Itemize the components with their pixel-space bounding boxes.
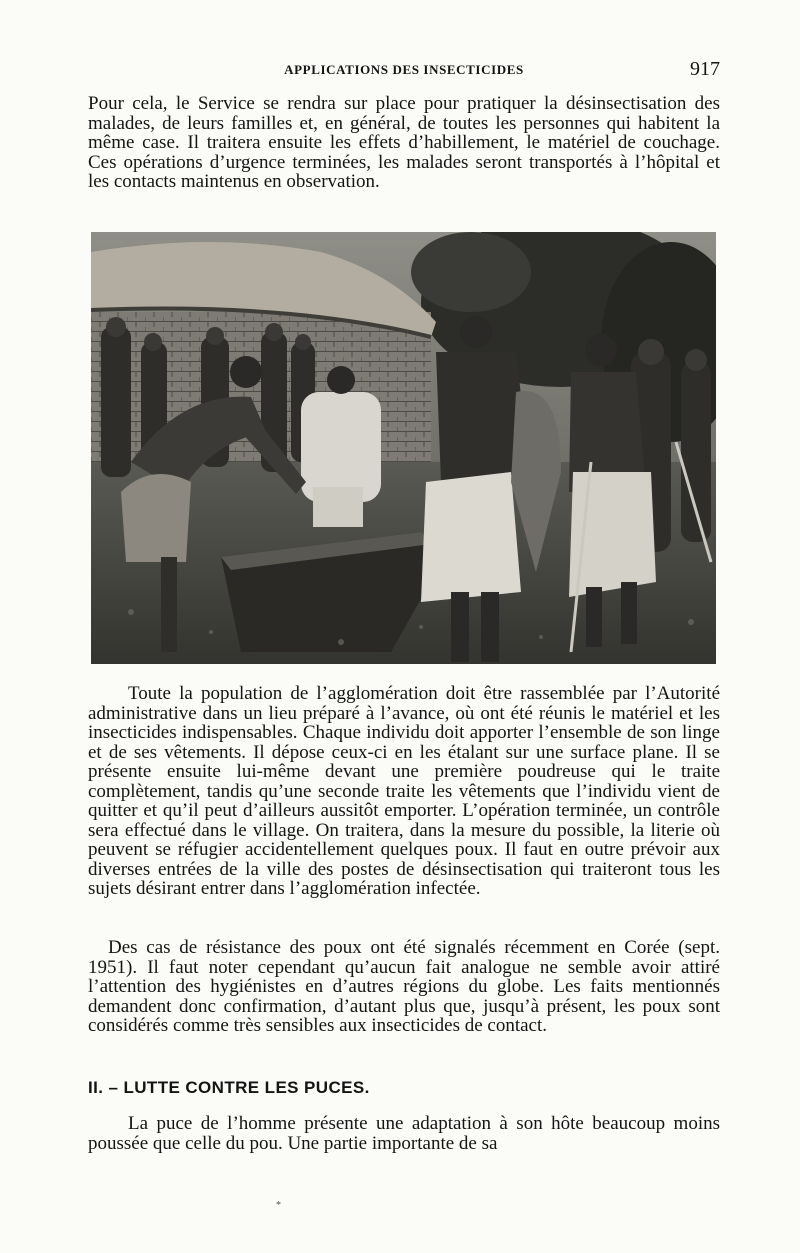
paragraph-resistance: Des cas de résistance des poux ont été signalés récemment en Corée (sept. 1951). Il faut noter cependant qu’aucun fait analogue ne semble avoir attiré l’attention des hygiénistes en d’autres régions du globe. Les faits mentionnés demandent donc confirmation, d’autant plus que, jusqu’à présent, les poux sont considérés comme très sensibles aux insecticides de contact. <box>88 937 720 1036</box>
footer-mark: * <box>276 1200 281 1211</box>
paragraph-population: Toute la population de l’agglomération doit être rassemblée par l’Autorité administrative dans un lieu préparé à l’avance, où ont été réunis le matériel et les insecticides indispensables. Chaque individu doit apporter l’ensemble de son linge et de ses vêtements. Il dépose ceux-ci en les étalant sur une surface plane. Il se présente ensuite lui-même devant une première poudreuse qui le traite complètement, tandis qu’une seconde traite les vêtements que l’individu vient de quitter et qu’il peut d’ailleurs aussitôt emporter. L’opération terminée, un contrôle sera effectué dans le village. On traitera, dans la mesure du possible, la literie où peuvent se réfugier accidentellement quelques poux. Il faut en outre prévoir aux diverses entrées de la ville des postes de désinsectisation qui traiteront tous les sujets désirant entrer dans l’agglomération infectée. <box>88 683 720 899</box>
photograph-village-disinfection-icon <box>91 232 716 664</box>
village-photo <box>91 232 716 664</box>
paragraph-fleas: La puce de l’homme présente une adaptation à son hôte beaucoup moins poussée que celle du pou. Une partie importante de sa <box>88 1113 720 1154</box>
paragraph-intro: Pour cela, le Service se rendra sur place pour pratiquer la désinsectisation des malades, de leurs familles et, en général, de toutes les personnes qui habitent la même case. Il traitera ensuite les effets d’habillement, le matériel de couchage. Ces opérations d’urgence terminées, les malades seront transportés à l’hôpital et les contacts maintenus en observation. <box>88 93 720 192</box>
section-heading: II. – LUTTE CONTRE LES PUCES. <box>88 1078 370 1097</box>
running-title: APPLICATIONS DES INSECTICIDES <box>284 62 524 77</box>
running-header <box>88 58 720 82</box>
page-number: 917 <box>690 58 720 80</box>
